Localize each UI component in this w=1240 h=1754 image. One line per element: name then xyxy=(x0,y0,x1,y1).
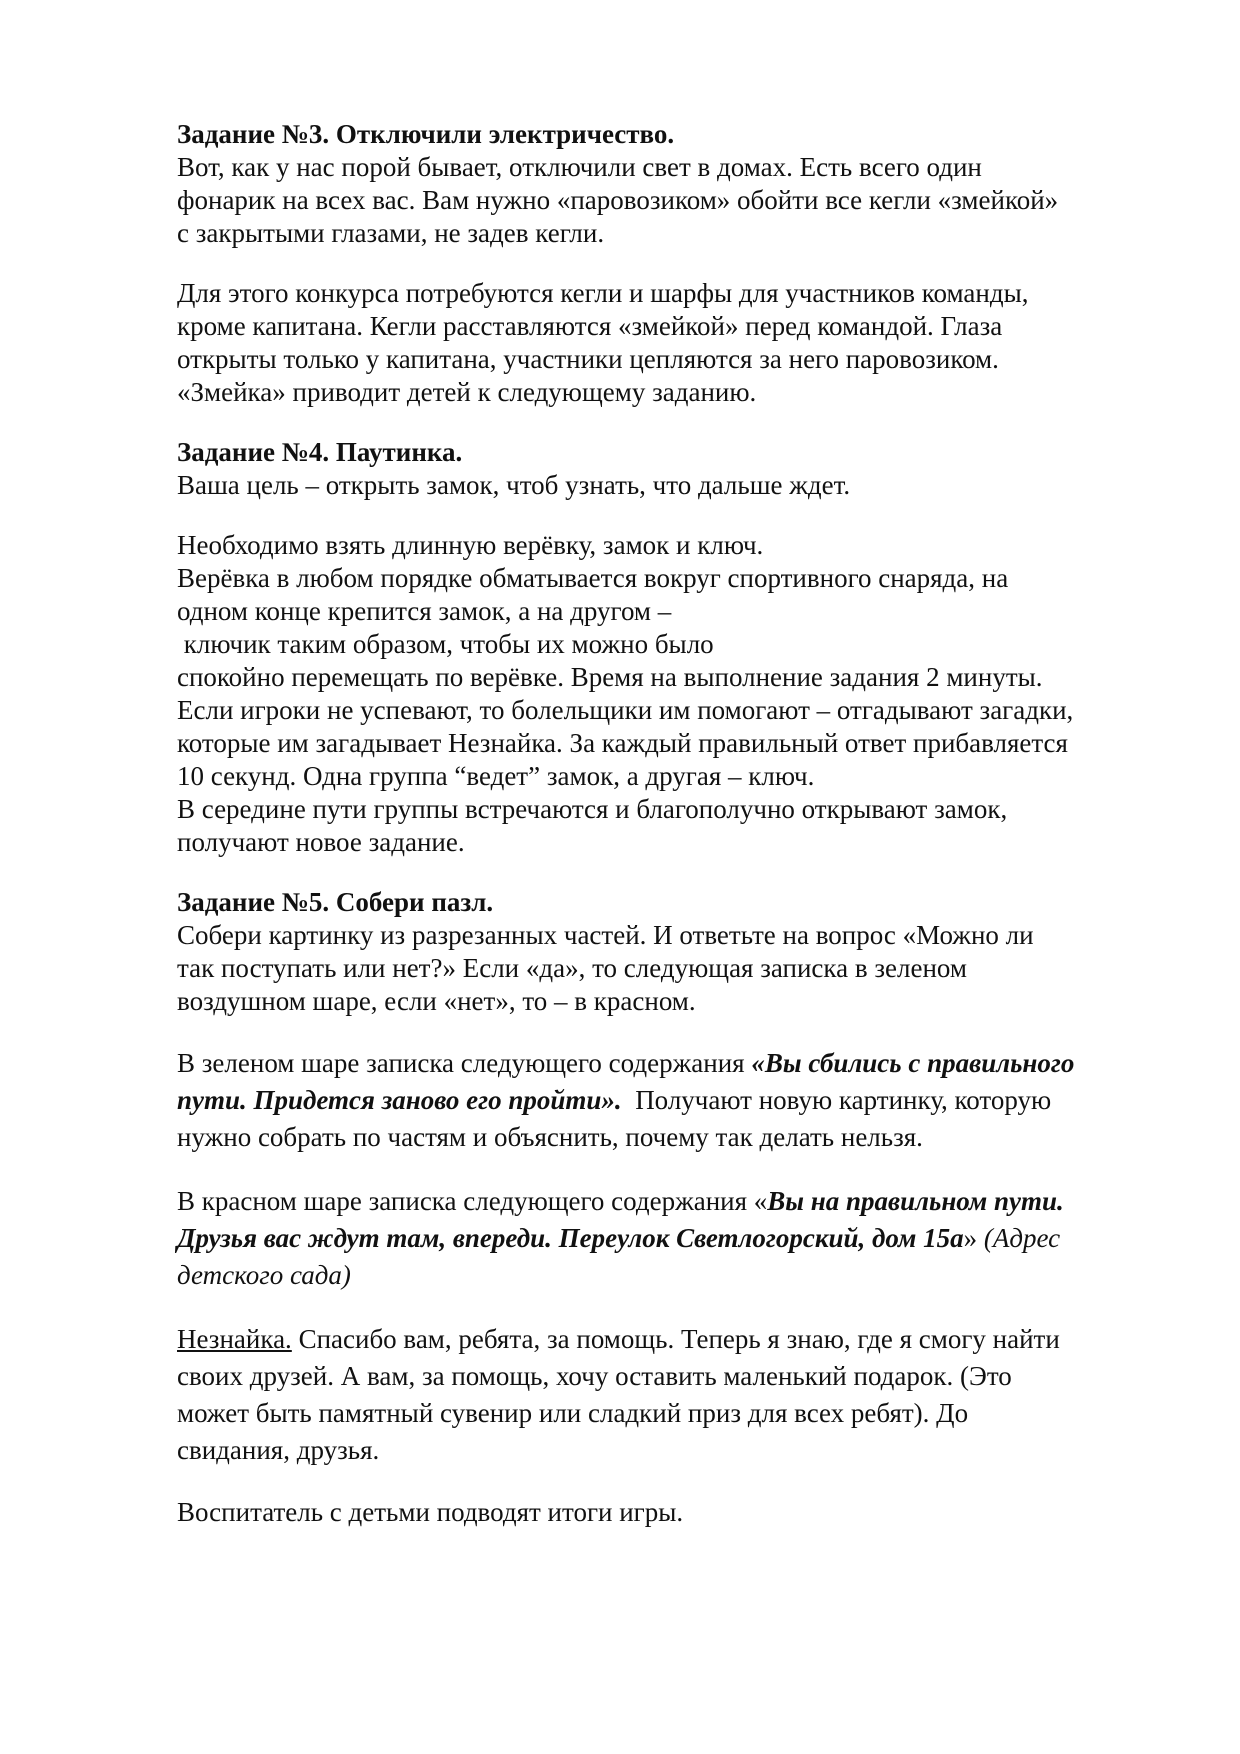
task4-rules-line: ключик таким образом, чтобы их можно было xyxy=(177,629,714,659)
closing-section xyxy=(177,1321,1157,1529)
task3-rules-line: кроме капитана. Кегли расставляются «змейкой» перед командой. Глаза xyxy=(177,311,1003,341)
closing-final: Воспитатель с детьми подводят итоги игры. xyxy=(177,1497,684,1527)
red-note-address: (Адрес xyxy=(983,1223,1061,1253)
red-note-line xyxy=(177,1220,1157,1257)
task3-intro-line: фонарик на всех вас. Вам нужно «паровозиком» обойти все кегли «змейкой» xyxy=(177,185,1059,215)
red-note-address: детского сада) xyxy=(177,1260,351,1290)
closing-speech xyxy=(177,1321,1157,1469)
green-note-text: В зеленом шаре записка следующего содержания xyxy=(177,1048,752,1078)
task5-intro-line: воздушном шаре, если «нет», то – в красном. xyxy=(177,986,696,1016)
task5-heading: Задание №5. Собери пазл. xyxy=(177,887,494,917)
task5-intro-line: так поступать или нет?» Если «да», то следующая записка в зеленом xyxy=(177,953,967,983)
task3-rules-line: Для этого конкурса потребуются кегли и шарфы для участников команды, xyxy=(177,278,1029,308)
green-balloon-note xyxy=(177,1045,1157,1156)
closing-speech-line: своих друзей. А вам, за помощь, хочу оставить маленький подарок. (Это xyxy=(177,1361,1012,1391)
green-note-line: нужно собрать по частям и объяснить, почему так делать нельзя. xyxy=(177,1122,923,1152)
task4-rules-line: одном конце крепится замок, а на другом – xyxy=(177,596,672,626)
task4-rules-line: получают новое задание. xyxy=(177,827,465,857)
speaker-name: Незнайка. xyxy=(177,1324,292,1354)
closing-speech-line xyxy=(177,1321,1157,1358)
task4-rules-line: Верёвка в любом порядке обматывается вокруг спортивного снаряда, на xyxy=(177,563,1009,593)
task3-intro xyxy=(177,151,1157,250)
task4-rules-line: спокойно перемещать по верёвке. Время на выполнение задания 2 минуты. xyxy=(177,662,1043,692)
red-note-quote: Вы на правильном пути. xyxy=(767,1186,1064,1216)
task4-rules-line: Если игроки не успевают, то болельщики им помогают – отгадывают загадки, xyxy=(177,695,1074,725)
task3-rules xyxy=(177,277,1157,409)
red-note-quote: Друзья вас ждут там, впереди. Переулок Светлогорский, дом 15а xyxy=(177,1223,964,1253)
task3-heading: Задание №3. Отключили электричество. xyxy=(177,119,675,149)
green-note-line xyxy=(177,1082,1157,1119)
task4-heading: Задание №4. Паутинка. xyxy=(177,437,463,467)
green-note-text: Получают новую картинку, которую xyxy=(621,1085,1052,1115)
task4-rules-line: 10 секунд. Одна группа “ведет” замок, а другая – ключ. xyxy=(177,761,815,791)
red-balloon-note xyxy=(177,1183,1157,1294)
closing-speech-line: свидания, друзья. xyxy=(177,1435,380,1465)
green-note-line xyxy=(177,1045,1157,1082)
task5-intro xyxy=(177,919,1157,1018)
green-note-quote: пути. Придется заново его пройти». xyxy=(177,1085,622,1115)
task3-intro-line: Вот, как у нас порой бывает, отключили свет в домах. Есть всего один xyxy=(177,152,982,182)
task4-rules-line: Необходимо взять длинную верёвку, замок и ключ. xyxy=(177,530,764,560)
task4-rules xyxy=(177,529,1157,859)
green-note-quote: «Вы сбились с правильного xyxy=(751,1048,1075,1078)
task4-goal: Ваша цель – открыть замок, чтоб узнать, что дальше ждет. xyxy=(177,470,851,500)
red-note-text: В красном шаре записка следующего содержания « xyxy=(177,1186,768,1216)
task3-section xyxy=(177,118,1157,409)
document-body xyxy=(177,118,1157,1529)
red-note-line xyxy=(177,1183,1157,1220)
task5-intro-line: Собери картинку из разрезанных частей. И ответьте на вопрос «Можно ли xyxy=(177,920,1034,950)
task5-section xyxy=(177,886,1157,1294)
task3-rules-line: «Змейка» приводит детей к следующему заданию. xyxy=(177,377,757,407)
closing-speech-line: может быть памятный сувенир или сладкий приз для всех ребят). До xyxy=(177,1398,969,1428)
red-note-text: » xyxy=(963,1223,984,1253)
speech-text: Спасибо вам, ребята, за помощь. Теперь я знаю, где я смогу найти xyxy=(291,1324,1060,1354)
task3-intro-line: с закрытыми глазами, не задев кегли. xyxy=(177,218,605,248)
task4-rules-line: которые им загадывает Незнайка. За каждый правильный ответ прибавляется xyxy=(177,728,1068,758)
task3-rules-line: открыты только у капитана, участники цепляются за него паровозиком. xyxy=(177,344,999,374)
task4-rules-line: В середине пути группы встречаются и благополучно открывают замок, xyxy=(177,794,1008,824)
task4-section xyxy=(177,436,1157,859)
